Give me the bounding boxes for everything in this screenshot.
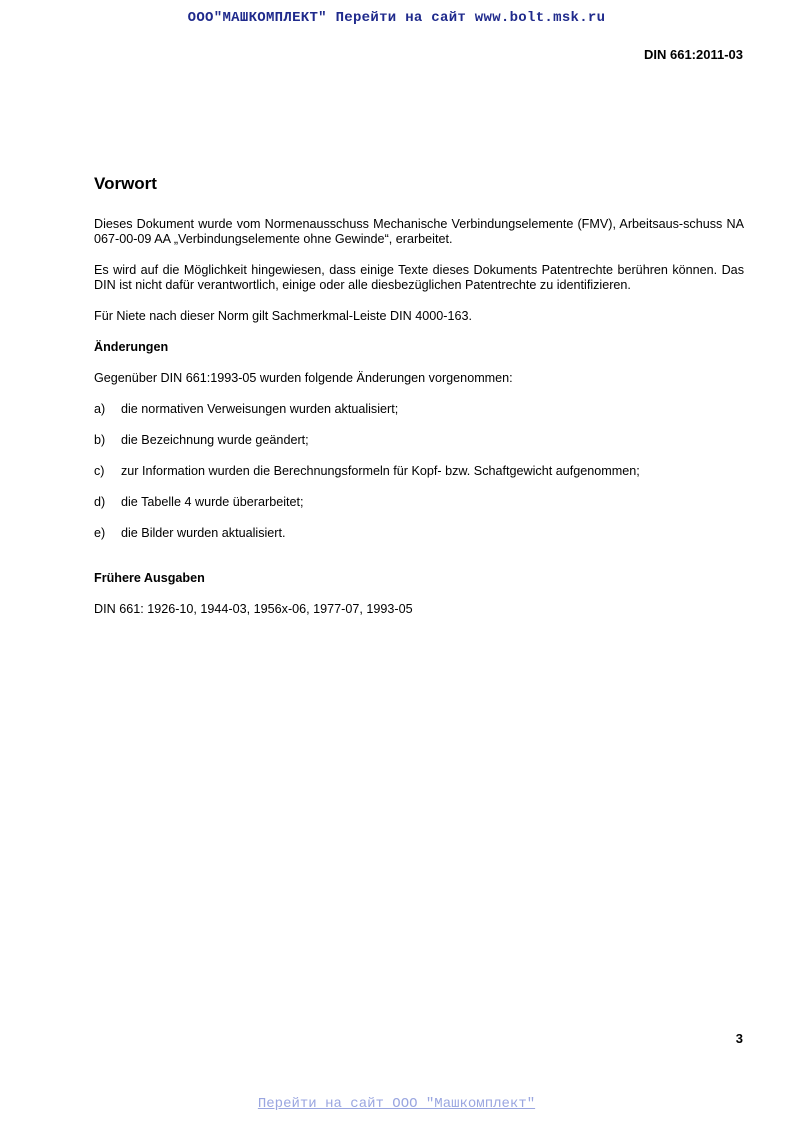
changes-list [94, 402, 744, 541]
list-item [94, 402, 744, 417]
document-body [94, 174, 744, 633]
earlier-editions-heading: Frühere Ausgaben [94, 571, 205, 585]
earlier-editions-text: DIN 661: 1926-10, 1944-03, 1956x-06, 1977-07, 1993-05 [94, 602, 413, 616]
list-marker: a) [94, 402, 106, 416]
top-site-link[interactable]: ООО"МАШКОМПЛЕКТ" Перейти на сайт www.bolt.msk.ru [187, 10, 606, 26]
changes-heading: Änderungen [94, 340, 169, 354]
list-marker: e) [94, 526, 106, 540]
bottom-site-link[interactable]: Перейти на сайт ООО "Машкомплект" [257, 1096, 536, 1112]
list-marker: c) [94, 464, 105, 478]
page-number: 3 [735, 1031, 743, 1046]
document-identifier: DIN 661:2011-03 [643, 47, 743, 62]
paragraph-committee: Dieses Dokument wurde vom Normenausschuss Mechanische Verbindungselemente (FMV), Arbeitsaus-schuss NA 067-00-09 AA „Verbindungselemente ohne Gewinde“, erarbeitet. [94, 217, 744, 246]
list-item-text: die Bezeichnung wurde geändert; [121, 433, 309, 447]
list-marker: d) [94, 495, 106, 509]
list-item [94, 526, 744, 541]
list-item [94, 464, 744, 479]
list-item-text: die Tabelle 4 wurde überarbeitet; [121, 495, 304, 509]
list-item [94, 495, 744, 510]
paragraph-patents: Es wird auf die Möglichkeit hingewiesen, dass einige Texte dieses Dokuments Patentrechte berühren können. Das DIN ist nicht dafür verantwortlich, einige oder alle diesbezüglichen Patentrechte zu identifizieren. [94, 263, 744, 292]
list-marker: b) [94, 433, 106, 447]
list-item-text: die Bilder wurden aktualisiert. [121, 526, 286, 540]
paragraph-rivets: Für Niete nach dieser Norm gilt Sachmerkmal-Leiste DIN 4000-163. [94, 309, 472, 323]
list-item-text: zur Information wurden die Berechnungsformeln für Kopf- bzw. Schaftgewicht aufgenommen; [121, 464, 640, 478]
section-title: Vorwort [94, 174, 157, 193]
list-item-text: die normativen Verweisungen wurden aktualisiert; [121, 402, 399, 416]
changes-intro: Gegenüber DIN 661:1993-05 wurden folgende Änderungen vorgenommen: [94, 371, 513, 385]
list-item [94, 433, 744, 448]
